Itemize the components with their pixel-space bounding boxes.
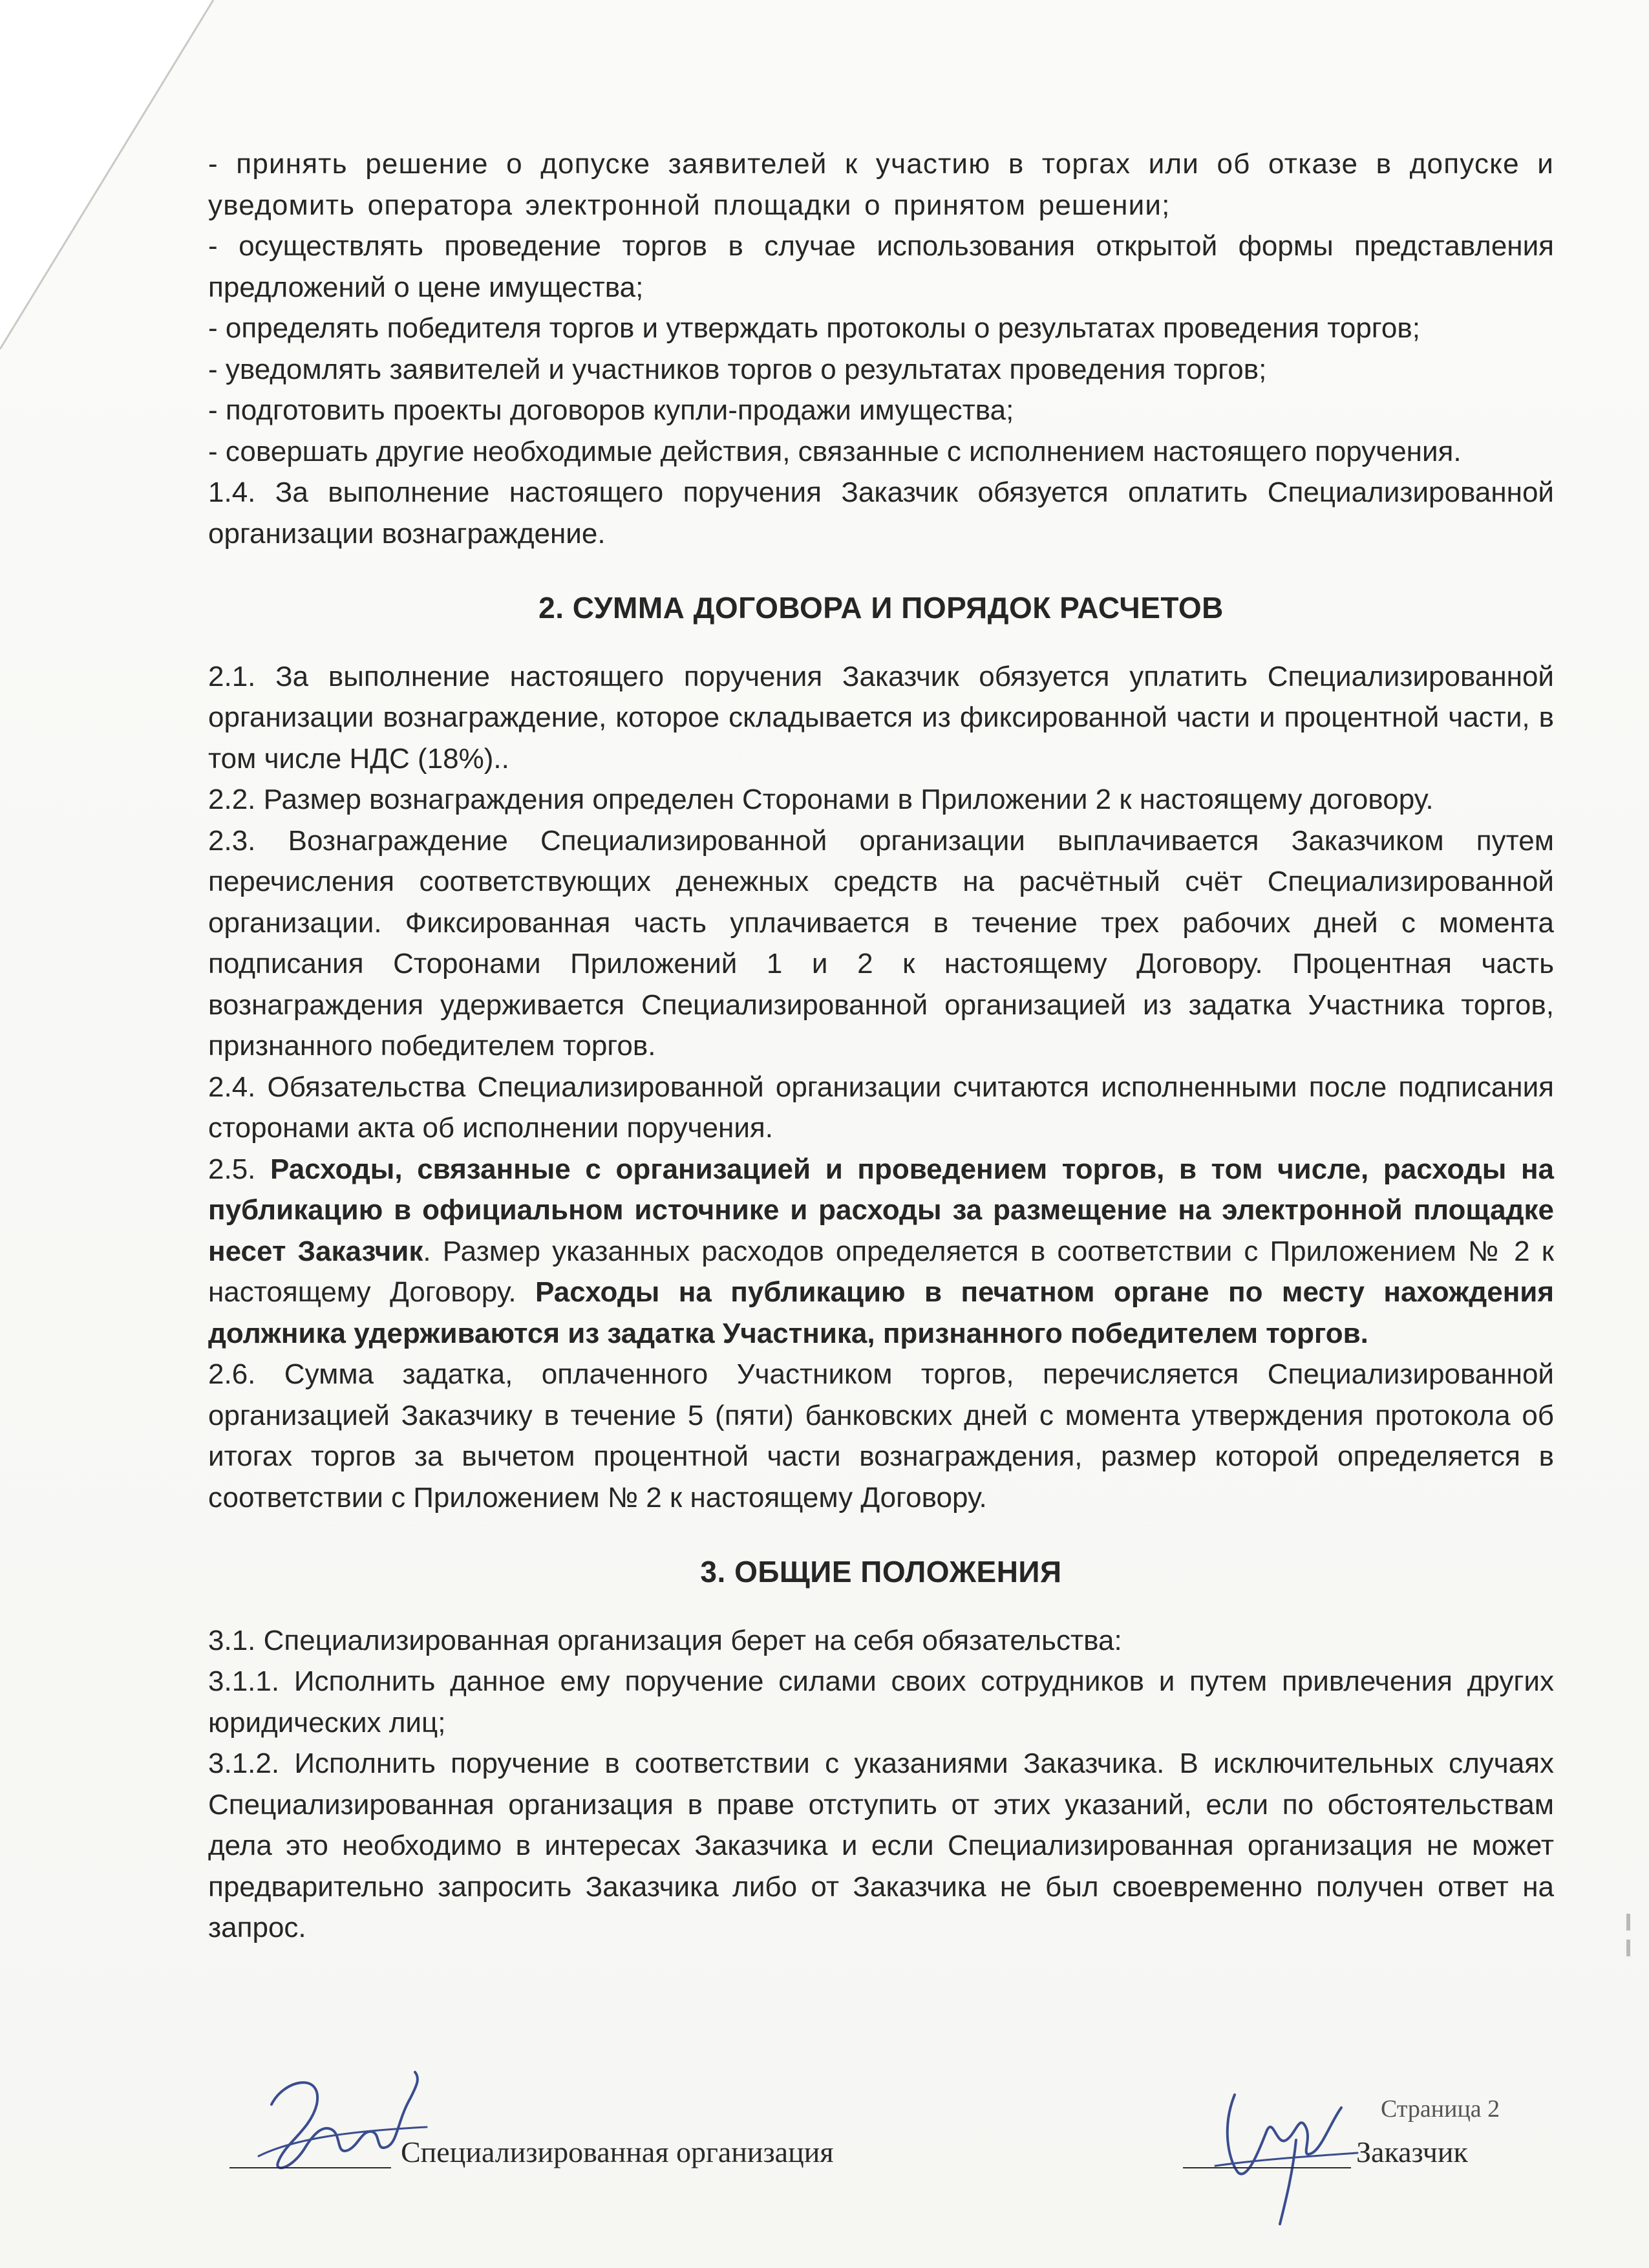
paragraph-2-5-bold-1: Расходы, связанные с организацией и проведением торгов, в том числе, расходы на публикацию в официальном источнике и расходы за размещение на электронной площадке несет Заказчик [208, 1153, 1554, 1267]
paragraph-3-1-1: 3.1.1. Исполнить данное ему поручение силами своих сотрудников и путем привлечения других юридических лиц; [208, 1665, 1554, 1738]
paragraph-1-4: 1.4. За выполнение настоящего поручения Заказчик обязуется оплатить Специализированной организации вознаграждение. [208, 476, 1554, 550]
section-3 [208, 1620, 1554, 1949]
document-body [208, 144, 1554, 1949]
list-item: - осуществлять проведение торгов в случае использования открытой формы представления предложений о цене имущества; [208, 230, 1554, 303]
section-3-title: 3. ОБЩИЕ ПОЛОЖЕНИЯ [700, 1555, 1062, 1589]
list-item: - совершать другие необходимые действия, связанные с исполнением настоящего поручения. [208, 435, 1462, 467]
signature-label-left: Специализированная организация [401, 2135, 834, 2168]
paragraph-2-5 [208, 1149, 1554, 1354]
handwritten-signature-right [1202, 2069, 1364, 2231]
list-item: - определять победителя торгов и утверждать протоколы о результатах проведения торгов; [208, 312, 1420, 344]
signature-line-right [1183, 2167, 1351, 2168]
page-fold-mark [0, 0, 233, 362]
list-item: - подготовить проекты договоров купли-продажи имущества; [208, 394, 1014, 426]
list-item: - принять решение о допуске заявителей к участию в торгах или об отказе в допуске и уведомить оператора электронной площадки о принятом решении; [208, 148, 1554, 221]
signature-line-left [229, 2167, 391, 2168]
paragraph-2-5-normal-1: . Размер указанных расходов определяется в соответствии с Приложением № 2 к настоящему Договору. [208, 1235, 1554, 1308]
paragraph-2-2: 2.2. Размер вознаграждения определен Сторонами в Приложении 2 к настоящему договору. [208, 784, 1434, 815]
paragraph-2-1: 2.1. За выполнение настоящего поручения Заказчик обязуется уплатить Специализированной организации вознаграждение, которое складывается из фиксированной части и процентной части, в том числе НДС (18%).. [208, 660, 1554, 775]
section-2-title: 2. СУММА ДОГОВОРА И ПОРЯДОК РАСЧЕТОВ [538, 591, 1224, 625]
binding-mark [1624, 1914, 1635, 1965]
section-2 [208, 656, 1554, 1519]
paragraph-2-5-bold-2: Расходы на публикацию в печатном органе по месту нахождения должника удерживаются из задатка Участника, признанного победителем торгов. [208, 1276, 1555, 1349]
page-number: Страница 2 [1381, 2095, 1500, 2123]
paragraph-2-3: 2.3. Вознаграждение Специализированной организации выплачивается Заказчиком путем перечисления соответствующих денежных средств на расчётный счёт Специализированной организации. Фиксированная часть уплачивается в течение трех рабочих дней с момента подписания Сторонами Приложений 1 и 2 к настоящему Договору. Процентная часть вознаграждения удерживается Специализированной организацией из задатка Участника торгов, признанного победителем торгов. [208, 824, 1554, 1062]
paragraph-3-1-2: 3.1.2. Исполнить поручение в соответствии с указаниями Заказчика. В исключительных случаях Специализированная организация в праве отступить от этих указаний, если по обстоятельствам дела это необходимо в интересах Заказчика и если Специализированная организация не может предварительно запросить Заказчика либо от Заказчика не был своевременно получен ответ на запрос. [208, 1748, 1554, 1943]
paragraph-3-1: 3.1. Специализированная организация берет на себя обязательства: [208, 1624, 1122, 1656]
section-1-tail [208, 144, 1554, 554]
paragraph-2-6: 2.6. Сумма задатка, оплаченного Участником торгов, перечисляется Специализированной организацией Заказчику в течение 5 (пяти) банковских дней с момента утверждения протокола об итогах торгов за вычетом процентной части вознаграждения, размер которой определяется в соответствии с Приложением № 2 к настоящему Договору. [208, 1358, 1554, 1514]
list-item: - уведомлять заявителей и участников торгов о результатах проведения торгов; [208, 353, 1267, 385]
signature-label-right: Заказчик [1356, 2135, 1468, 2168]
paragraph-2-4: 2.4. Обязательства Специализированной организации считаются исполненными после подписания сторонами акта об исполнении поручения. [208, 1071, 1554, 1144]
paragraph-2-5-num: 2.5. [208, 1153, 271, 1185]
